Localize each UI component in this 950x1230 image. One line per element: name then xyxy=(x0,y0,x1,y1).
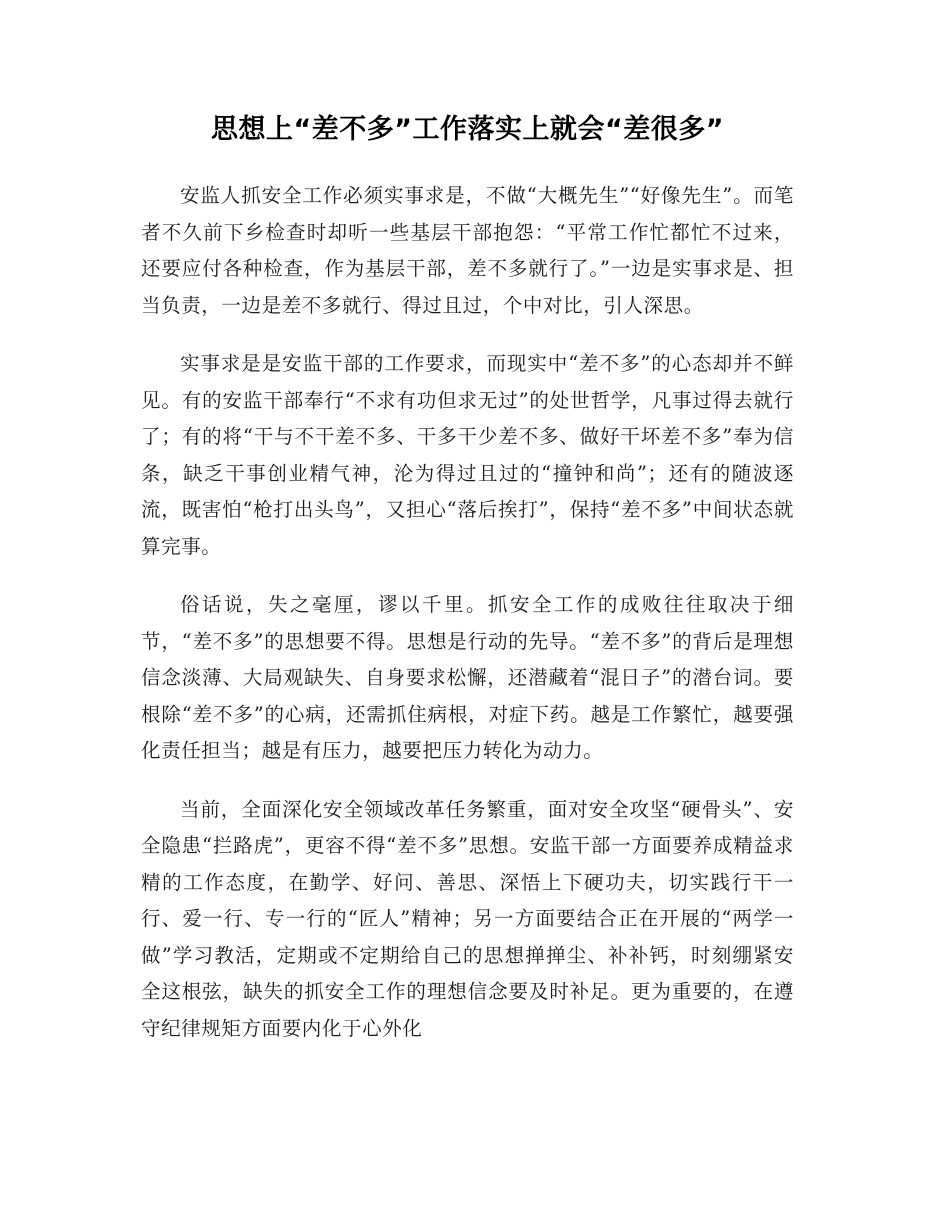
paragraph-3: 俗话说，失之毫厘，谬以千里。抓安全工作的成败往往取决于细节，“差不多”的思想要不得。思想是行动的先导。“差不多”的背后是理想信念淡薄、大局观缺失、自身要求松懈，还潜藏着“混日子”的潜台词。要根除“差不多”的心病，还需抓住病根，对症下药。越是工作繁忙，越要强化责任担当；越是有压力，越要把压力转化为动力。 xyxy=(141,593,794,762)
article-body xyxy=(141,112,794,1047)
paragraph-2: 实事求是是安监干部的工作要求，而现实中“差不多”的心态却并不鲜见。有的安监干部奉行“不求有功但求无过”的处世哲学，凡事过得去就行了；有的将“干与不干差不多、干多干少差不多、做好干坏差不多”奉为信条，缺乏干事创业精气神，沦为得过且过的“撞钟和尚”；还有的随波逐流，既害怕“枪打出头鸟”，又担心“落后挨打”，保持“差不多”中间状态就算完事。 xyxy=(141,352,794,558)
paragraph-4: 当前，全面深化安全领域改革任务繁重，面对安全攻坚“硬骨头”、安全隐患“拦路虎”，更容不得“差不多”思想。安监干部一方面要养成精益求精的工作态度，在勤学、好问、善思、深悟上下硬功夫，切实践行干一行、爱一行、专一行的“匠人”精神；另一方面要结合正在开展的“两学一做”学习教活，定期或不定期给自己的思想掸掸尘、补补钙，时刻绷紧安全这根弦，缺失的抓安全工作的理想信念要及时补足。更为重要的，在遵守纪律规矩方面要内化于心外化 xyxy=(141,797,794,1040)
article-title: 思想上“差不多”工作落实上就会“差很多” xyxy=(211,114,724,145)
paragraph-1: 安监人抓安全工作必须实事求是，不做“大概先生”“好像先生”。而笔者不久前下乡检查时却听一些基层干部抱怨：“平常工作忙都忙不过来，还要应付各种检查，作为基层干部，差不多就行了。”一边是实事求是、担当负责，一边是差不多就行、得过且过，个中对比，引人深思。 xyxy=(141,184,794,317)
